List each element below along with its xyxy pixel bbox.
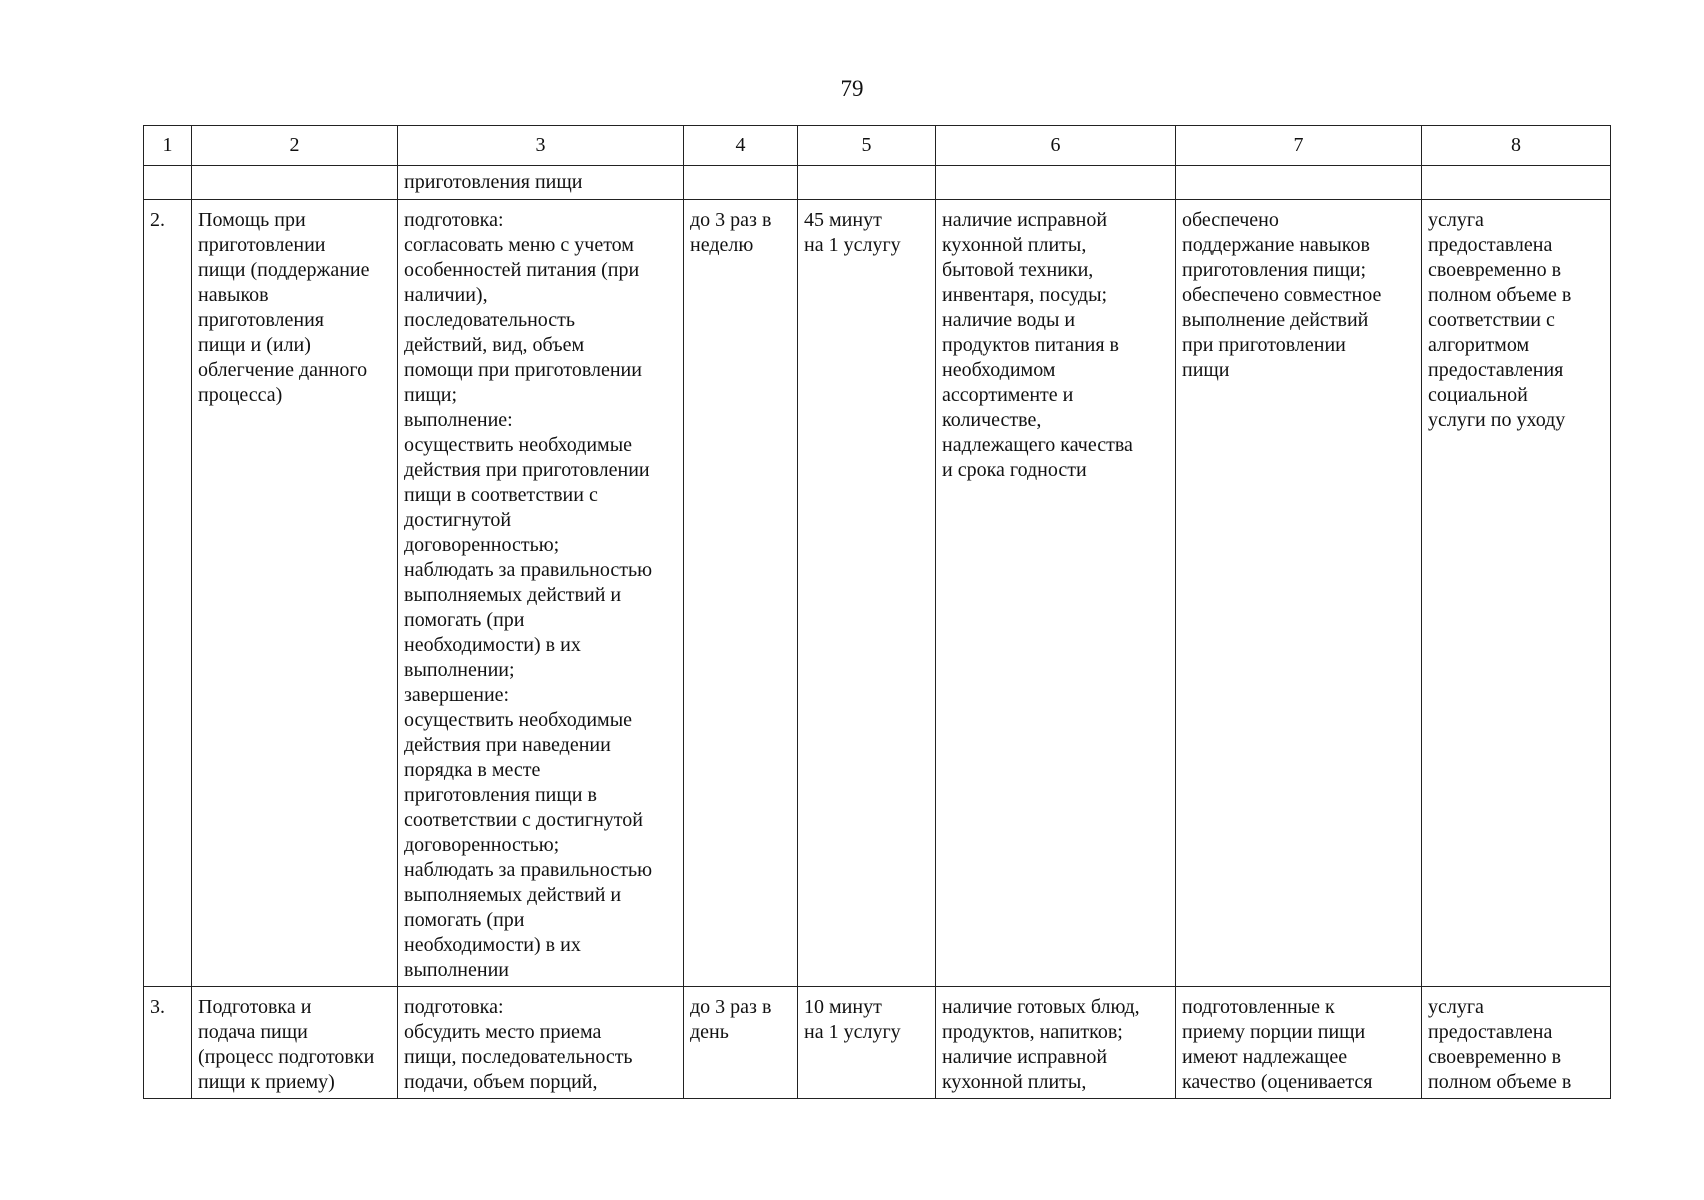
service-conditions: наличие исправной кухонной плиты, бытовой техники, инвентаря, посуды; наличие воды и продуктов питания в необходимом ассортименте и количестве, надлежащего качества и срока годности: [936, 200, 1176, 987]
table-cell: [1422, 166, 1611, 200]
service-result: обеспечено поддержание навыков приготовления пищи; обеспечено совместное выполнение действий при приготовлении пищи: [1176, 200, 1422, 987]
column-number-8: 8: [1422, 126, 1611, 166]
column-number-7: 7: [1176, 126, 1422, 166]
table-row: [144, 200, 1611, 987]
service-frequency: до 3 раз в неделю: [684, 200, 798, 987]
continuation-row: [144, 166, 1611, 200]
table-row: [144, 987, 1611, 1099]
table-cell: [936, 166, 1176, 200]
column-number-6: 6: [936, 126, 1176, 166]
table-cell: [1176, 166, 1422, 200]
service-result: подготовленные к приему порции пищи имеют надлежащее качество (оценивается: [1176, 987, 1422, 1099]
service-evaluation: услуга предоставлена своевременно в полном объеме в соответствии с алгоритмом предоставления социальной услуги по уходу: [1422, 200, 1611, 987]
table-cell: [684, 166, 798, 200]
service-name: Подготовка и подача пищи (процесс подготовки пищи к приему): [192, 987, 398, 1099]
service-duration: 10 минут на 1 услугу: [798, 987, 936, 1099]
service-duration: 45 минут на 1 услугу: [798, 200, 936, 987]
column-number-4: 4: [684, 126, 798, 166]
column-number-1: 1: [144, 126, 192, 166]
table-cell: [798, 166, 936, 200]
table-cell: [144, 166, 192, 200]
row-number: 2.: [144, 200, 192, 987]
table-header-row: [144, 126, 1611, 166]
service-conditions: наличие готовых блюд, продуктов, напитков; наличие исправной кухонной плиты,: [936, 987, 1176, 1099]
column-number-3: 3: [398, 126, 684, 166]
column-number-5: 5: [798, 126, 936, 166]
services-table: [143, 125, 1611, 1099]
service-content: подготовка: согласовать меню с учетом особенностей питания (при наличии), последовательность действий, вид, объем помощи при приготовлении пищи; выполнение: осуществить необходимые действия при приготовлении пищи в соответствии с достигнутой договоренностью; наблюдать за правильностью выполняемых действий и помогать (при необходимости) в их выполнении; завершение: осуществить необходимые действия при наведении порядка в месте приготовления пищи в соответствии с достигнутой договоренностью; наблюдать за правильностью выполняемых действий и помогать (при необходимости) в их выполнении: [398, 200, 684, 987]
service-frequency: до 3 раз в день: [684, 987, 798, 1099]
page-number: 79: [840, 76, 864, 101]
continuation-text: приготовления пищи: [398, 166, 684, 200]
row-number: 3.: [144, 987, 192, 1099]
service-evaluation: услуга предоставлена своевременно в полном объеме в: [1422, 987, 1611, 1099]
column-number-2: 2: [192, 126, 398, 166]
service-content: подготовка: обсудить место приема пищи, последовательность подачи, объем порций,: [398, 987, 684, 1099]
table-cell: [192, 166, 398, 200]
service-name: Помощь при приготовлении пищи (поддержание навыков приготовления пищи и (или) облегчение данного процесса): [192, 200, 398, 987]
